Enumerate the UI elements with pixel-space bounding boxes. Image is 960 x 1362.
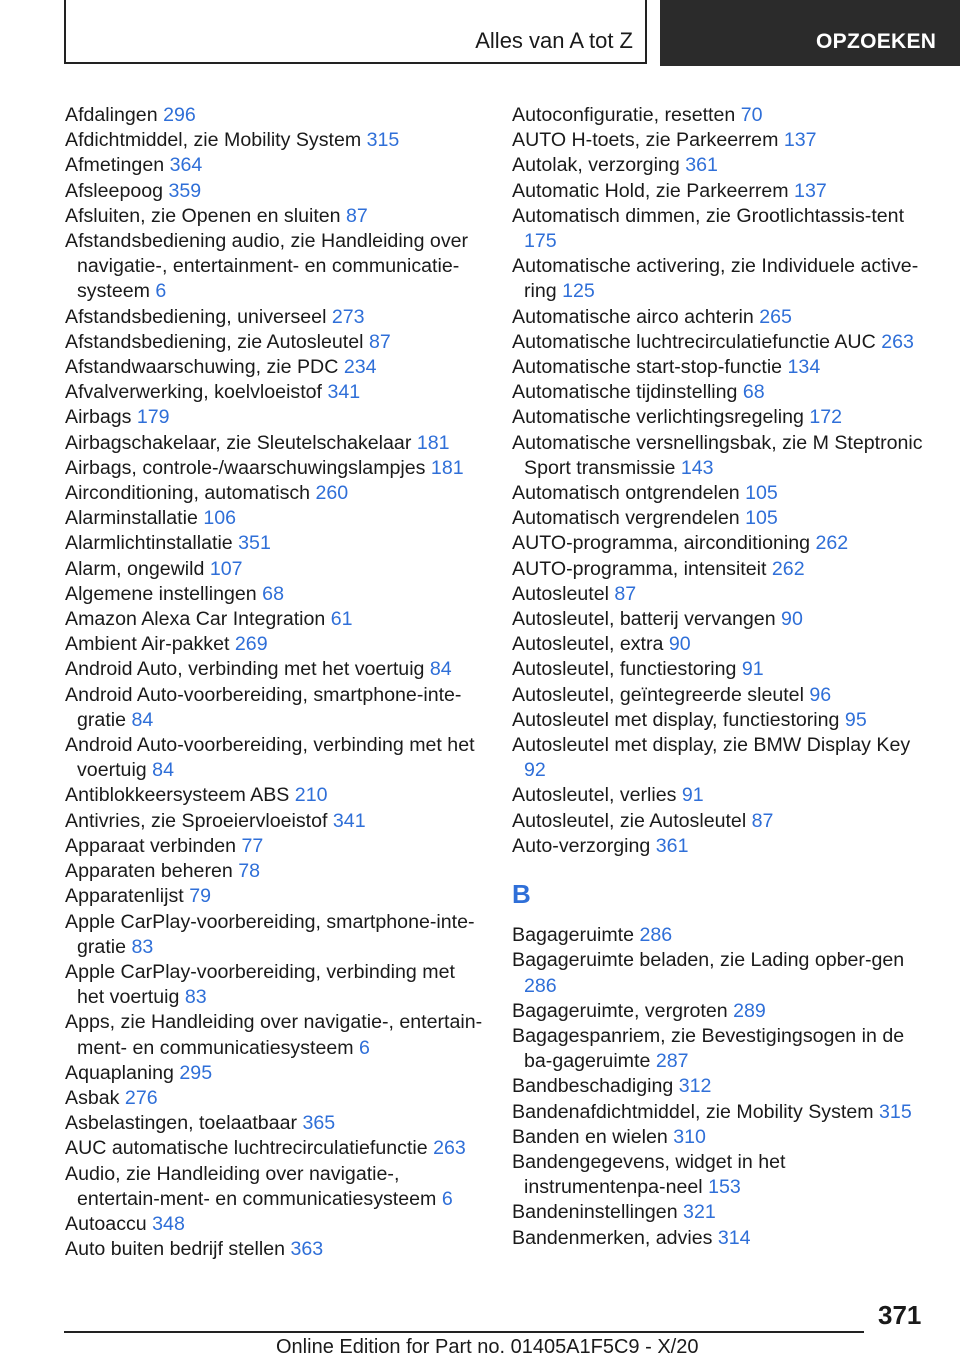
index-entry-term: Automatische airco achterin: [512, 305, 754, 328]
index-entry: [65, 506, 485, 531]
index-entry: [65, 1111, 485, 1136]
index-entry-term: Apple CarPlay-voorbereiding, smartphone-inte-gratie: [65, 910, 475, 958]
page-reference-link[interactable]: 361: [655, 834, 689, 857]
index-entry: [65, 582, 485, 607]
page-reference-link[interactable]: 105: [745, 507, 778, 530]
index-entry-term: Alarmlichtinstallatie: [65, 532, 233, 555]
page-number: 371: [878, 1300, 922, 1330]
page-reference-link[interactable]: 87: [614, 582, 637, 605]
page-reference-link[interactable]: 91: [681, 784, 704, 807]
index-entry: [512, 948, 932, 998]
index-entry: [512, 531, 932, 556]
index-entry: [512, 607, 932, 632]
page-reference-link[interactable]: 87: [368, 330, 391, 353]
index-entry: [512, 834, 932, 859]
page-reference-link[interactable]: 77: [241, 834, 264, 857]
page-reference-link[interactable]: 179: [136, 406, 170, 429]
page-reference-link[interactable]: 143: [680, 456, 714, 479]
index-entry-term: Afdalingen: [65, 104, 158, 126]
page-reference-link[interactable]: 341: [332, 809, 366, 832]
index-entry: [65, 683, 485, 733]
index-entry: [512, 204, 932, 254]
page-reference-link[interactable]: 273: [331, 305, 365, 328]
index-entry: [65, 1136, 485, 1161]
index-entry-term: Bandbeschadiging: [512, 1075, 674, 1098]
index-entry: [65, 355, 485, 380]
index-entry: [512, 1024, 932, 1074]
page-reference-link[interactable]: 96: [809, 683, 832, 706]
page-reference-link[interactable]: 364: [169, 154, 203, 177]
index-entry-term: Airbags, controle-/waarschuwingslampjes: [65, 456, 426, 479]
page-reference-link[interactable]: 6: [359, 1036, 370, 1059]
page-reference-link[interactable]: 341: [327, 381, 361, 404]
index-entry-term: Alarm, ongewild: [65, 557, 205, 580]
page-reference-link[interactable]: 6: [441, 1187, 453, 1210]
index-entry: [512, 481, 932, 506]
page-reference-link[interactable]: 90: [781, 608, 803, 631]
index-entry: [512, 1200, 932, 1225]
page-reference-link[interactable]: 68: [742, 381, 765, 404]
index-entry-term: Autoconfiguratie, resetten: [512, 104, 736, 126]
index-entry: [65, 1010, 485, 1060]
index-entry: [512, 733, 932, 783]
index-letter-heading: B: [512, 879, 531, 910]
index-entry: [65, 204, 485, 229]
index-entry-term: Autoaccu: [65, 1212, 147, 1235]
index-entry-term: Bagageruimte, vergroten: [512, 999, 728, 1022]
index-entry-term: Afdichtmiddel, zie Mobility System: [65, 129, 362, 152]
index-entry-term: Autosleutel, verlies: [512, 784, 677, 807]
index-entry: [512, 103, 932, 128]
page-reference-link[interactable]: 295: [179, 1061, 213, 1084]
index-entry: [512, 305, 932, 330]
index-entry-term: Autosleutel met display, zie BMW Display Key: [512, 734, 911, 757]
page-reference-link[interactable]: 315: [879, 1100, 912, 1123]
index-entry: [512, 1125, 932, 1150]
index-entry: [65, 910, 485, 960]
index-entry-term: Airbags: [65, 406, 132, 429]
index-entry-term: Autosleutel, extra: [512, 633, 664, 656]
index-entry: [65, 229, 485, 305]
page-reference-link[interactable]: 79: [189, 885, 211, 908]
page-reference-link[interactable]: 314: [717, 1226, 751, 1249]
index-entry-term: Automatic Hold, zie Parkeerrem: [512, 179, 789, 202]
index-entry-term: Automatische luchtrecirculatiefunctie AUC: [512, 330, 876, 353]
page-reference-link[interactable]: 91: [741, 658, 764, 681]
index-entry: [512, 708, 932, 733]
page-reference-link[interactable]: 289: [733, 999, 766, 1022]
page-reference-link[interactable]: 263: [881, 330, 914, 353]
page-reference-link[interactable]: 310: [673, 1125, 706, 1148]
index-entry-term: Antivries, zie Sproeiervloeistof: [65, 809, 328, 832]
index-entry: [512, 405, 932, 430]
index-entry: [512, 153, 932, 178]
section-title: Alles van A tot Z: [475, 28, 633, 53]
index-entry: [65, 153, 485, 178]
index-entry-term: Apparaten beheren: [65, 860, 233, 883]
index-entry: [512, 506, 932, 531]
page-reference-link[interactable]: 90: [668, 633, 691, 656]
page-reference-link[interactable]: 181: [430, 456, 464, 479]
index-entry-term: Afsleepoog: [65, 179, 164, 202]
index-entry: [65, 733, 485, 783]
index-entry: [65, 1162, 485, 1212]
index-entry: [65, 783, 485, 808]
index-entry-term: Antiblokkeersysteem ABS: [65, 784, 290, 807]
page-reference-link[interactable]: 84: [131, 708, 154, 731]
index-entry-term: Automatische activering, zie Individuele active-ring: [512, 255, 919, 303]
index-entry-term: Bandengegevens, widget in het instrumentenpa-neel: [512, 1150, 786, 1199]
index-entry: [512, 557, 932, 582]
index-entry-term: Bagagespanriem, zie Bevestigingsogen in de ba-gageruimte: [512, 1024, 905, 1073]
index-entry-term: Bagageruimte beladen, zie Lading opber-gen: [512, 949, 905, 972]
page-reference-link[interactable]: 351: [238, 532, 271, 555]
index-entry-term: Automatische versnellingsbak, zie M Steptronic Sport transmissie: [512, 431, 923, 479]
index-entry: [512, 179, 932, 204]
index-entry: [65, 330, 485, 355]
index-entry-term: Automatische tijdinstelling: [512, 381, 738, 404]
index-entry-term: AUTO H-toets, zie Parkeerrem: [512, 129, 779, 152]
index-entry: [65, 607, 485, 632]
index-entry: [65, 531, 485, 556]
page-reference-link[interactable]: 312: [678, 1075, 712, 1098]
index-entry: [512, 128, 932, 153]
index-entry-term: Amazon Alexa Car Integration: [65, 608, 326, 631]
index-entry-term: Alarminstallatie: [65, 507, 198, 530]
index-entry: [65, 380, 485, 405]
page-reference-link[interactable]: 137: [783, 129, 817, 152]
page-reference-link[interactable]: 84: [152, 759, 174, 782]
index-entry-term: Afsluiten, zie Openen en sluiten: [65, 204, 341, 227]
index-entry-term: Automatisch ontgrendelen: [512, 482, 740, 505]
page-reference-link[interactable]: 172: [809, 406, 843, 429]
header-section-box: [64, 0, 647, 64]
index-entry: [512, 431, 932, 481]
index-column-left: [65, 103, 485, 1262]
page-reference-link[interactable]: 68: [262, 582, 284, 605]
index-entry-term: Airbagschakelaar, zie Sleutelschakelaar: [65, 431, 412, 454]
page-reference-link[interactable]: 262: [771, 557, 805, 580]
page-reference-link[interactable]: 210: [294, 784, 328, 807]
index-entry: [65, 128, 485, 153]
index-entry-term: Ambient Air-pakket: [65, 633, 230, 656]
index-entry: [65, 657, 485, 682]
index-entry: [65, 557, 485, 582]
index-entry: [65, 1061, 485, 1086]
index-entry: [65, 1212, 485, 1237]
index-entry: [512, 783, 932, 808]
index-entry-term: Afstandsbediening, zie Autosleutel: [65, 330, 364, 353]
index-entry: [65, 305, 485, 330]
page-reference-link[interactable]: 70: [740, 104, 763, 126]
page-reference-link[interactable]: 181: [416, 431, 450, 454]
index-entry: [512, 809, 932, 834]
footer-edition: [276, 1334, 960, 1362]
page-reference-link[interactable]: 263: [433, 1137, 466, 1160]
index-entry-term: Apparatenlijst: [65, 885, 184, 908]
index-entry: [65, 834, 485, 859]
index-entry-term: Asbelastingen, toelaatbaar: [65, 1112, 298, 1135]
index-entry-term: Android Auto-voorbereiding, verbinding met het voertuig: [65, 734, 475, 782]
index-entry-term: Afmetingen: [65, 154, 165, 177]
index-entry: [512, 1226, 932, 1251]
page-reference-link[interactable]: 296: [163, 104, 196, 126]
index-entry-term: Afstandsbediening, universeel: [65, 305, 327, 328]
page-reference-link[interactable]: 348: [152, 1212, 185, 1235]
index-entry: [65, 481, 485, 506]
index-entry: [65, 1086, 485, 1111]
index-entry-term: Autolak, verzorging: [512, 154, 680, 177]
page-reference-link[interactable]: 87: [346, 204, 368, 227]
index-entry: [512, 657, 932, 682]
index-entry: [512, 355, 932, 380]
index-entry: [65, 1237, 485, 1262]
index-entry-term: Automatisch vergrendelen: [512, 507, 740, 530]
index-entry: [512, 683, 932, 708]
index-entry-term: AUTO-programma, intensiteit: [512, 557, 767, 580]
page-reference-link[interactable]: 359: [168, 179, 202, 202]
page-reference-link[interactable]: 95: [844, 708, 867, 731]
index-entry-term: Audio, zie Handleiding over navigatie-, entertain-ment- en communicatiesysteem: [65, 1162, 437, 1210]
index-entry-term: Afstandsbediening audio, zie Handleiding over navigatie-, entertainment- en communicatie-systeem: [65, 230, 469, 303]
footer-divider: [64, 1331, 864, 1333]
index-entry-term: Automatische verlichtingsregeling: [512, 406, 804, 429]
page-reference-link[interactable]: 361: [685, 154, 718, 177]
page-reference-link[interactable]: 234: [343, 356, 377, 379]
index-entry: [512, 632, 932, 657]
page-reference-link[interactable]: 137: [794, 179, 827, 202]
page-reference-link[interactable]: 287: [655, 1050, 689, 1073]
index-entry-term: Autosleutel met display, functiestoring: [512, 708, 840, 731]
page-reference-link[interactable]: 269: [234, 633, 268, 656]
page-reference-link[interactable]: 107: [209, 557, 243, 580]
page-reference-link[interactable]: 321: [683, 1201, 716, 1224]
index-entry: [65, 179, 485, 204]
index-entry: [512, 1074, 932, 1099]
page-reference-link[interactable]: 125: [562, 280, 595, 303]
index-entry-term: Aquaplaning: [65, 1061, 174, 1084]
index-entry: [512, 923, 932, 948]
index-entry: [65, 859, 485, 884]
page-reference-link[interactable]: 276: [124, 1086, 158, 1109]
index-entry: [65, 103, 485, 128]
index-entry: [65, 960, 485, 1010]
header-tab[interactable]: [660, 0, 960, 66]
page-reference-link[interactable]: 78: [238, 860, 261, 883]
index-entry: [512, 330, 932, 355]
index-entry: [65, 456, 485, 481]
footer-edition-text: Online Edition for Part no. 01405A1F5C9 - X/20: [276, 1336, 699, 1358]
page-reference-link[interactable]: 84: [429, 658, 452, 681]
index-entry-term: Afstandwaarschuwing, zie PDC: [65, 356, 339, 379]
page-reference-link[interactable]: 92: [524, 759, 546, 782]
page-reference-link[interactable]: 105: [745, 482, 778, 505]
index-entry: [512, 999, 932, 1024]
index-entry: [512, 1100, 932, 1125]
index-entry-term: Apparaat verbinden: [65, 834, 237, 857]
page-reference-link[interactable]: 365: [302, 1112, 336, 1135]
index-entry-term: Auto buiten bedrijf stellen: [65, 1238, 286, 1261]
page-reference-link[interactable]: 175: [524, 230, 557, 253]
tab-label: OPZOEKEN: [816, 30, 937, 53]
index-entry: [65, 405, 485, 430]
page-reference-link[interactable]: 286: [524, 974, 557, 997]
index-entry-term: Afvalverwerking, koelvloeistof: [65, 381, 323, 404]
index-entry-term: Autosleutel, zie Autosleutel: [512, 809, 747, 832]
index-entry-term: Banden en wielen: [512, 1125, 668, 1148]
index-entry-term: Automatisch dimmen, zie Grootlichtassis-tent: [512, 204, 905, 227]
index-entry-term: Auto-verzorging: [512, 834, 651, 857]
page-reference-link[interactable]: 61: [330, 608, 353, 631]
page-reference-link[interactable]: 83: [184, 986, 207, 1009]
index-entry-term: Bagageruimte: [512, 924, 634, 947]
index-entry-term: Bandeninstellingen: [512, 1201, 678, 1224]
index-entry-term: AUTO-programma, airconditioning: [512, 532, 811, 555]
page-reference-link[interactable]: 315: [366, 129, 400, 152]
index-entry: [512, 254, 932, 304]
index-entry-term: Autosleutel, batterij vervangen: [512, 608, 776, 631]
page-reference-link[interactable]: 134: [787, 356, 821, 379]
index-entry-term: AUC automatische luchtrecirculatiefunctie: [65, 1137, 428, 1160]
page-reference-link[interactable]: 260: [315, 482, 349, 505]
index-entry: [65, 431, 485, 456]
index-entry-term: Automatische start-stop-functie: [512, 356, 783, 379]
index-entry: [65, 632, 485, 657]
index-entry-term: Autosleutel, geïntegreerde sleutel: [512, 683, 804, 706]
page-reference-link[interactable]: 153: [708, 1176, 741, 1199]
index-entry-term: Autosleutel: [512, 582, 609, 605]
index-entry-term: Apple CarPlay-voorbereiding, verbinding met het voertuig: [65, 960, 455, 1009]
index-entry-term: Airconditioning, automatisch: [65, 482, 311, 505]
index-entry-term: Asbak: [65, 1086, 120, 1109]
page-reference-link[interactable]: 262: [815, 532, 849, 555]
page-reference-link[interactable]: 286: [639, 924, 673, 947]
index-entry-term: Android Auto-voorbereiding, smartphone-inte-gratie: [65, 683, 462, 731]
index-entry-term: Autosleutel, functiestoring: [512, 658, 737, 681]
index-entry: [512, 582, 932, 607]
index-entry: [65, 884, 485, 909]
index-column-right: [512, 103, 932, 1251]
index-entry-term: Algemene instellingen: [65, 582, 257, 605]
page-reference-link[interactable]: 363: [290, 1238, 324, 1261]
page-reference-link[interactable]: 83: [131, 935, 154, 958]
index-entry-term: Bandenmerken, advies: [512, 1226, 713, 1249]
index-entry-term: Bandenafdichtmiddel, zie Mobility System: [512, 1100, 874, 1123]
index-entry-term: Android Auto, verbinding met het voertuig: [65, 658, 425, 681]
page-reference-link[interactable]: 106: [203, 507, 237, 530]
index-entry-term: Apps, zie Handleiding over navigatie-, entertain-ment- en communicatiesysteem: [65, 1011, 483, 1059]
page-reference-link[interactable]: 6: [155, 280, 167, 303]
page-reference-link[interactable]: 265: [759, 305, 792, 328]
index-entry: [65, 809, 485, 834]
index-entry: [512, 380, 932, 405]
page-reference-link[interactable]: 87: [751, 809, 774, 832]
index-entry: [512, 1150, 932, 1200]
